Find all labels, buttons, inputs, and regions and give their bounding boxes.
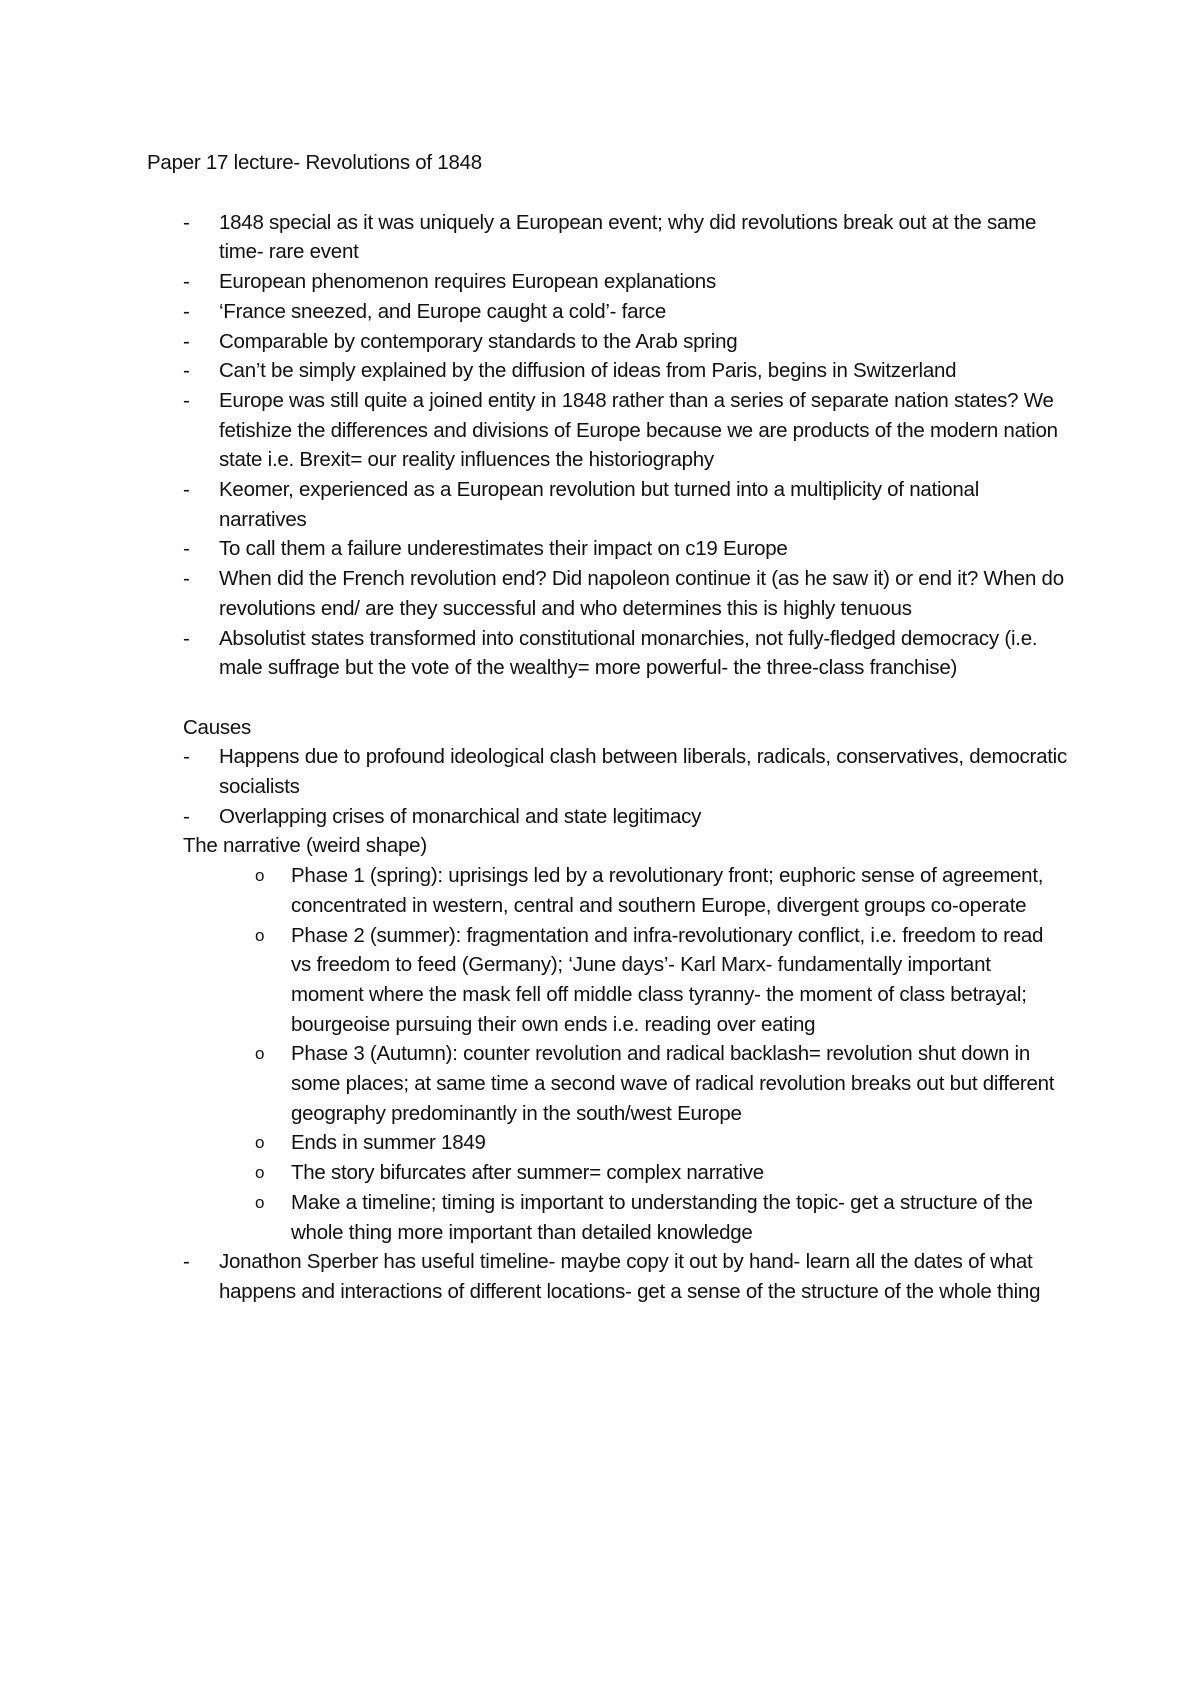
list-item-text: The story bifurcates after summer= complex narrative [291, 1161, 764, 1185]
list-item-text: 1848 special as it was uniquely a European event; why did revolutions break out at the same time- rare event [219, 210, 1037, 264]
intro-list [147, 208, 1067, 683]
dash-bullet: - [183, 745, 190, 769]
dash-bullet: - [183, 210, 190, 234]
list-item [147, 297, 1067, 327]
list-item [147, 327, 1067, 357]
list-item-text: Phase 3 (Autumn): counter revolution and radical backlash= revolution shut down in some places; at same time a second wave of radical revolution breaks out but different geography predominantly in the south/west Europe [291, 1042, 1055, 1125]
list-item [147, 802, 1067, 832]
list-item-text: When did the French revolution end? Did napoleon continue it (as he saw it) or end it? When do revolutions end/ are they successful and who determines this is highly tenuous [219, 567, 1064, 620]
list-item-text: Keomer, experienced as a European revolution but turned into a multiplicity of national narratives [219, 478, 980, 531]
sub-list-item [147, 1158, 1067, 1188]
list-item-text: Ends in summer 1849 [291, 1131, 486, 1155]
list-item [147, 475, 1067, 534]
list-item-text: European phenomenon requires European explanations [219, 270, 716, 294]
dash-bullet: - [183, 299, 190, 323]
circle-bullet: o [255, 925, 265, 945]
list-item-text: Absolutist states transformed into constitutional monarchies, not fully-fledged democracy (i.e. male suffrage but the vote of the wealthy= more powerful- the three-class franchise) [219, 626, 1038, 680]
dash-bullet: - [183, 567, 190, 591]
circle-bullet: o [255, 1192, 265, 1212]
dash-bullet: - [183, 388, 190, 412]
list-item-text: Europe was still quite a joined entity in 1848 rather than a series of separate nation states? We fetishize the differences and divisions of Europe because we are products of the modern nation state i.e. Brexit= our reality influences the historiography [219, 388, 1058, 472]
document-title: Paper 17 lecture- Revolutions of 1848 [147, 151, 482, 174]
list-item [147, 534, 1067, 564]
circle-bullet: o [255, 866, 265, 886]
circle-bullet: o [255, 1044, 265, 1064]
list-item-text: Jonathon Sperber has useful timeline- maybe copy it out by hand- learn all the dates of what happens and interactions of different locations- get a sense of the structure of the whole thing [219, 1250, 1041, 1303]
causes-list [147, 742, 1067, 831]
dash-bullet: - [183, 478, 190, 502]
list-item [147, 386, 1067, 475]
sub-list-item [147, 1039, 1067, 1128]
sub-list-item [147, 1188, 1067, 1247]
list-item [147, 208, 1067, 267]
list-item [147, 1247, 1067, 1306]
document-body [147, 148, 1067, 1307]
sub-list-item [147, 861, 1067, 920]
blank-line [147, 683, 1067, 713]
section-heading-narrative: The narrative (weird shape) [183, 834, 427, 858]
list-item [147, 564, 1067, 623]
list-item [147, 267, 1067, 297]
dash-bullet: - [183, 626, 190, 650]
dash-bullet: - [183, 359, 190, 383]
final-list [147, 1247, 1067, 1306]
sub-list-item [147, 921, 1067, 1040]
list-item-text: Phase 2 (summer): fragmentation and infra-revolutionary conflict, i.e. freedom to read vs freedom to feed (Germany); ‘June days’- Karl Marx- fundamentally important moment where the mask fell off middle class tyranny- the moment of class betrayal; bourgeoise pursuing their own ends i.e. reading over eating [291, 923, 1044, 1036]
section-heading-causes: Causes [183, 715, 252, 739]
sub-list-item [147, 1128, 1067, 1158]
list-item [147, 742, 1067, 801]
circle-bullet: o [255, 1133, 265, 1153]
dash-bullet: - [183, 804, 190, 828]
dash-bullet: - [183, 270, 190, 294]
narrative-list [147, 861, 1067, 1247]
list-item-text: Overlapping crises of monarchical and state legitimacy [219, 804, 702, 828]
list-item-text: To call them a failure underestimates their impact on c19 Europe [219, 537, 788, 561]
dash-bullet: - [183, 329, 190, 353]
list-item-text: Make a timeline; timing is important to understanding the topic- get a structure of the whole thing more important than detailed knowledge [291, 1190, 1033, 1244]
list-item-text: Can’t be simply explained by the diffusion of ideas from Paris, begins in Switzerland [219, 359, 957, 383]
list-item [147, 624, 1067, 683]
list-item-text: Phase 1 (spring): uprisings led by a revolutionary front; euphoric sense of agreement, concentrated in western, central and southern Europe, divergent groups co-operate [291, 864, 1044, 917]
dash-bullet: - [183, 1250, 190, 1274]
list-item-text: ‘France sneezed, and Europe caught a cold’- farce [219, 299, 666, 323]
list-item-text: Happens due to profound ideological clash between liberals, radicals, conservatives, democratic socialists [219, 745, 1067, 799]
list-item [147, 356, 1067, 386]
circle-bullet: o [255, 1163, 265, 1183]
list-item-text: Comparable by contemporary standards to the Arab spring [219, 329, 738, 353]
dash-bullet: - [183, 537, 190, 561]
